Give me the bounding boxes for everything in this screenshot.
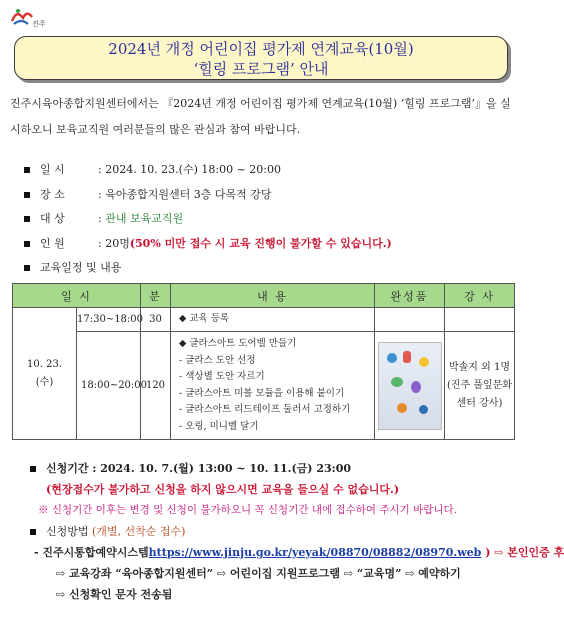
reservation-link[interactable]: https://www.jinju.go.kr/yeyak/08870/08882/08970.web xyxy=(148,546,482,559)
row1-instructor xyxy=(445,308,515,332)
jinju-city-logo-icon xyxy=(8,6,46,28)
schedule-table xyxy=(12,283,515,440)
header-minutes: 분 xyxy=(141,284,171,308)
header-instructor: 강 사 xyxy=(445,284,515,308)
info-list xyxy=(24,158,392,281)
info-row-people: 인 원 : 20명(50% 미만 접수 시 교육 진행이 불가할 수 있습니다.) xyxy=(24,232,392,257)
bullet-icon xyxy=(24,241,30,247)
title-box xyxy=(14,36,508,80)
title-line-1: 2024년 개정 어린이집 평가제 연계교육(10월) xyxy=(108,40,414,58)
row1-content: ◆ 교육 등록 xyxy=(171,308,375,332)
bullet-icon xyxy=(30,529,36,535)
header-content: 내 용 xyxy=(171,284,375,308)
session-date: 10. 23. (수) xyxy=(13,308,77,440)
row2-time: 18:00~20:00 xyxy=(77,332,141,440)
table-row xyxy=(13,308,515,332)
row1-minutes: 30 xyxy=(141,308,171,332)
row2-content: ◆ 글라스아트 도어벨 만들기 - 글라스 도안 선정 - 색상별 도안 자르기 - 글라스아트 미볼 모듈을 이용해 붙이기 - 글라스아트 리드테이프 둘러서 고정하기 - 오링, 미니벨 달기 xyxy=(171,332,375,440)
apply-steps-line: ⇨ 교육강좌 “육아종합지원센터” ⇨ 어린이집 지원프로그램 ⇨ “교육명” ⇨ 예약하기 xyxy=(56,567,461,580)
bullet-icon xyxy=(24,216,30,222)
row2-minutes: 120 xyxy=(141,332,171,440)
info-row-target: 대 상 : 관내 보육교직원 xyxy=(24,207,392,232)
intro-paragraph: 진주시육아종합지원센터에서는 『2024년 개정 어린이집 평가제 연계교육(10월) ‘힐링 프로그램’』을 실시하오니 보육교직원 여러분들의 많은 관심과 참여 바랍니다. xyxy=(10,97,511,136)
row2-instructor: 박솔지 외 1명 (진주 풀잎문화센터 강사) xyxy=(445,332,515,440)
row1-time: 17:30~18:00 xyxy=(77,308,141,332)
bullet-icon xyxy=(24,265,30,271)
bullet-icon xyxy=(24,192,30,198)
apply-method: 신청방법 (개별, 선착순 접수) xyxy=(30,521,520,542)
header-product: 완성품 xyxy=(375,284,445,308)
info-row-date: 일 시 : 2024. 10. 23.(수) 18:00 ~ 20:00 xyxy=(24,158,392,183)
apply-period: 신청기간 : 2024. 10. 7.(월) 13:00 ~ 10. 11.(금) 23:00 xyxy=(30,458,520,479)
info-row-schedule: 교육일정 및 내용 xyxy=(24,256,392,281)
table-row xyxy=(13,332,515,440)
row2-product xyxy=(375,332,445,440)
bullet-icon xyxy=(24,167,30,173)
application-section xyxy=(30,458,564,605)
row1-product xyxy=(375,308,445,332)
doorbell-product-image xyxy=(378,342,442,430)
header-datetime: 일 시 xyxy=(13,284,141,308)
info-row-place: 장 소 : 육아종합지원센터 3층 다목적 강당 xyxy=(24,183,392,208)
bullet-icon xyxy=(30,466,36,472)
title-line-2: ‘힐링 프로그램’ 안내 xyxy=(193,60,329,78)
table-header-row xyxy=(13,284,515,308)
apply-notice: ※ 신청기간 이후는 변경 및 신청이 불가하오니 꼭 신청기간 내에 접수하여 주시기 바랍니다. xyxy=(38,504,458,516)
apply-site-line: - 진주시통합예약시스템https://www.jinju.go.kr/yeyak/08870/08882/08970.web ) ⇨ 본인인증 후 xyxy=(34,546,564,559)
apply-period-note: (현장접수가 불가하고 신청을 하지 않으시면 교육을 들으실 수 없습니다.) xyxy=(46,483,400,496)
logo-text: 진주 xyxy=(32,20,46,28)
apply-confirm-line: ⇨ 신청확인 문자 전송됨 xyxy=(56,588,173,601)
